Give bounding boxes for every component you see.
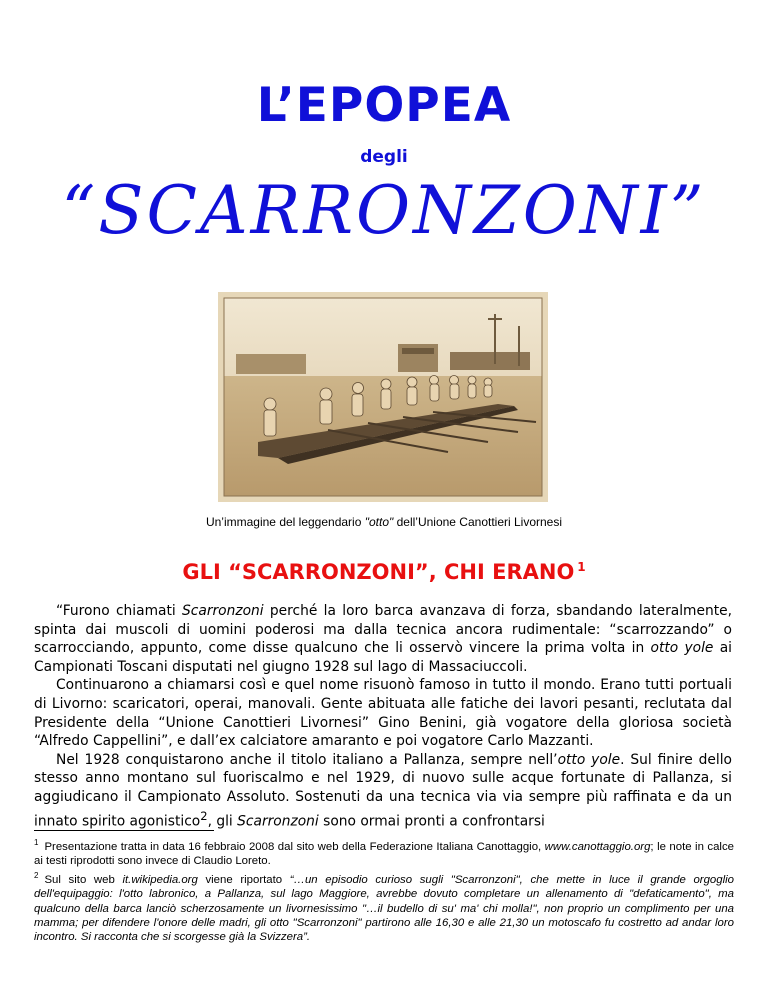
paragraph-2: Continuarono a chiamarsi così e quel nome risuonò famoso in tutto il mondo. Erano tutti portuali di Livorno: scaricatori, operai, manovali. Gente abituata alle fatiche dei lavori pesanti, reclutata dal Presidente della “Unione Canottieri Livornesi” Gino Benini, già vogatore della gloriosa società “Alfredo Cappellini”, e dall’ex calciatore amaranto e poi vogatore Carlo Mazzanti. [34,677,732,750]
footnote-1: $^1$ Presentazione tratta in data 16 febbraio 2008 dal sito web della Federazione Italiana Canottaggio, www.canottaggio.org; le note in calce ai testi riprodotti sono invece di Claudio Loreto. [34,838,734,868]
title-scarronzoni: “SCARRONZONI” [61,172,707,249]
footnote-ref-2: 2 [200,808,208,823]
paragraph-3: Nel 1928 conquistarono anche il titolo italiano a Pallanza, sempre nell’otto yole. Sul finire dello stesso anno montano sul fuoriscalmo e nel 1929, di nuovo sulle acque fortunate di Pallanza, si aggiudicano il Campionato Assoluto. Sostenuti da una tecnica via via sempre più raffinata e da un innato spirito agonistico$^2$, gli Scarronzoni sono ormai pronti a confrontarsi [34,751,732,830]
photo-caption [0,515,768,529]
paragraph-1: “Furono chiamati Scarronzoni perché la loro barca avanzava di forza, sbandando lateralmente, spinta dai muscoli di uomini poderosi ma dalla tecnica ancora rudimentale: “scarrozzando” o scarrocciando, appunto, come disse qualcuno che li osservò vincere la prima volta in otto yole ai Campionati Toscani disputati nel giugno 1928 sul lago di Massaciuccoli. [34,603,732,675]
body-text [34,602,732,831]
caption-text-end: dell’Unione Canottieri Livornesi [393,515,563,529]
caption-text: Un’immagine del leggendario [205,515,365,529]
section-heading [0,560,768,584]
rowing-crew-photo [218,292,548,502]
footnotes [34,836,734,946]
title-epopea: L’EPOPEA [256,78,512,133]
footnote-2: $^2$ Sul sito web it.wikipedia.org viene riportato “…un episodio curioso sugli "Scarronzoni", che mette in luce il grande orgoglio dell'equipaggio: l'otto labronico, a Pallanza, sul lago Maggiore, avrebbe dovuto completare un allenamento di "defaticamento", ma qualcuno della barca lanciò scherzosamente un livornesissimo "…il budello di su' ma' chi molla!", non proprio un complimento per una mamma; per difendere l'onore delle madri, gli otto "Scarronzoni" partirono alle 16,30 e alle 21,30 un motoscafo fu costretto ad andar loro incontro. Si racconta che si scorgesse già la Svizzera”. [34,871,734,944]
caption-italic: "otto" [364,515,394,529]
footnote-divider [34,830,214,831]
title-degli: degli [360,147,408,167]
section-heading-text: GLI “SCARRONZONI”, CHI ERANO [182,560,575,584]
footnote-ref-1: 1 [577,560,586,574]
